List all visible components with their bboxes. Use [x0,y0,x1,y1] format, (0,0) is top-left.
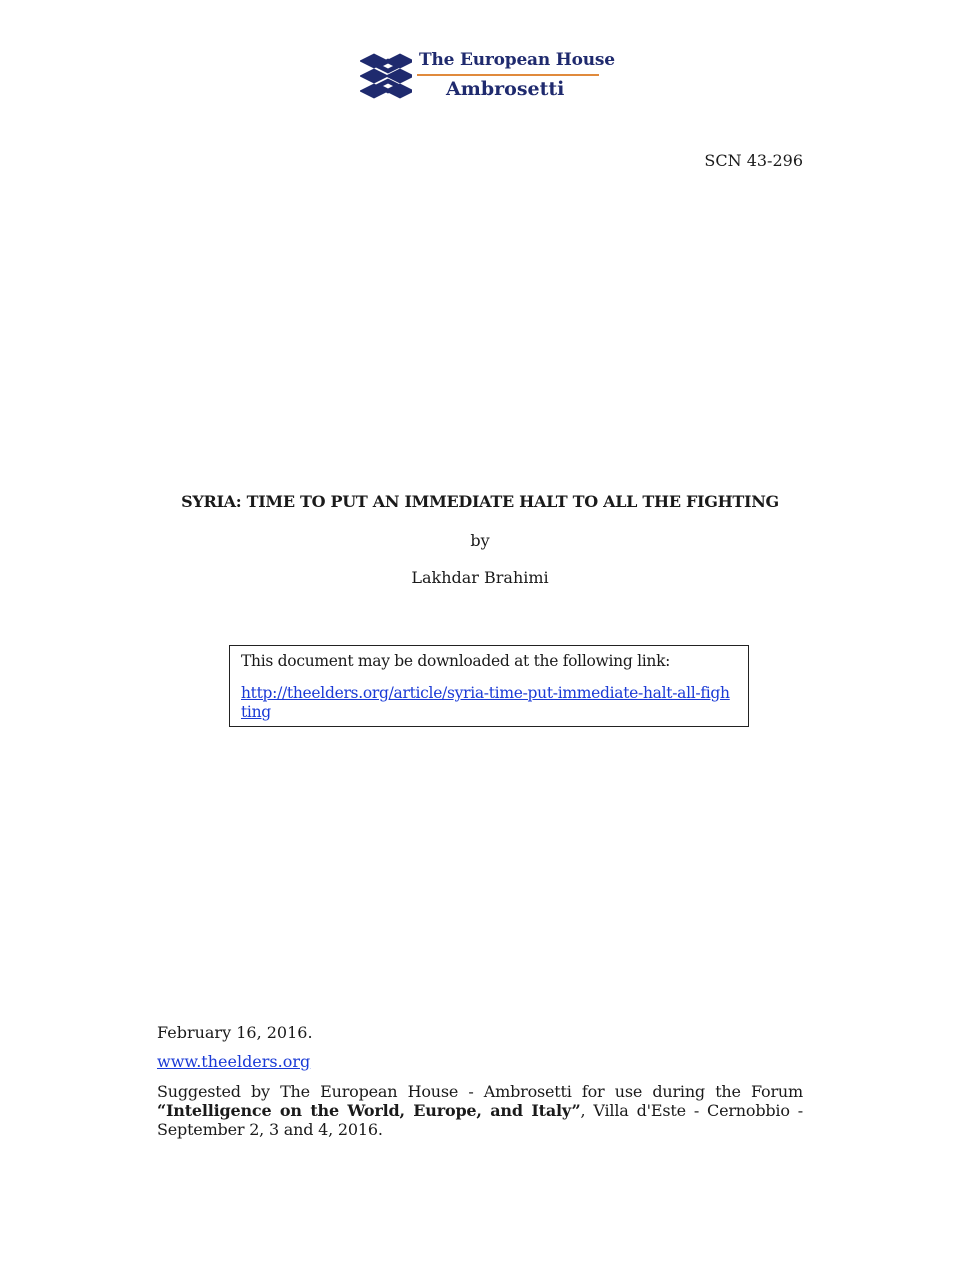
forum-name: “Intelligence on the World, Europe, and Italy” [157,1101,581,1120]
download-link-box [229,645,749,727]
forum-note-suffix: , Villa d'Este - Cernobbio - September 2, 3 and 4, 2016. [157,1101,803,1139]
logo-title-line1: The European House [419,50,615,70]
download-link[interactable]: http://theelders.org/article/syria-time-put-immediate-halt-all-fighting [241,684,730,721]
download-label: This document may be downloaded at the following link: [241,652,671,670]
website-link[interactable]: www.theelders.org [157,1052,311,1071]
forum-note-prefix: Suggested by The European House - Ambrosetti for use during the Forum [157,1082,803,1101]
publication-date: February 16, 2016. [157,1023,313,1042]
logo-divider [417,74,599,76]
byline: by [470,531,490,550]
forum-note [157,1082,803,1139]
document-title: SYRIA: TIME TO PUT AN IMMEDIATE HALT TO ALL THE FIGHTING [181,492,779,511]
company-logo [360,50,615,102]
author-name: Lakhdar Brahimi [411,568,549,587]
document-code: SCN 43-296 [704,151,803,170]
logo-title-line2: Ambrosetti [446,78,565,100]
ambrosetti-logo-mark-icon [360,53,412,99]
